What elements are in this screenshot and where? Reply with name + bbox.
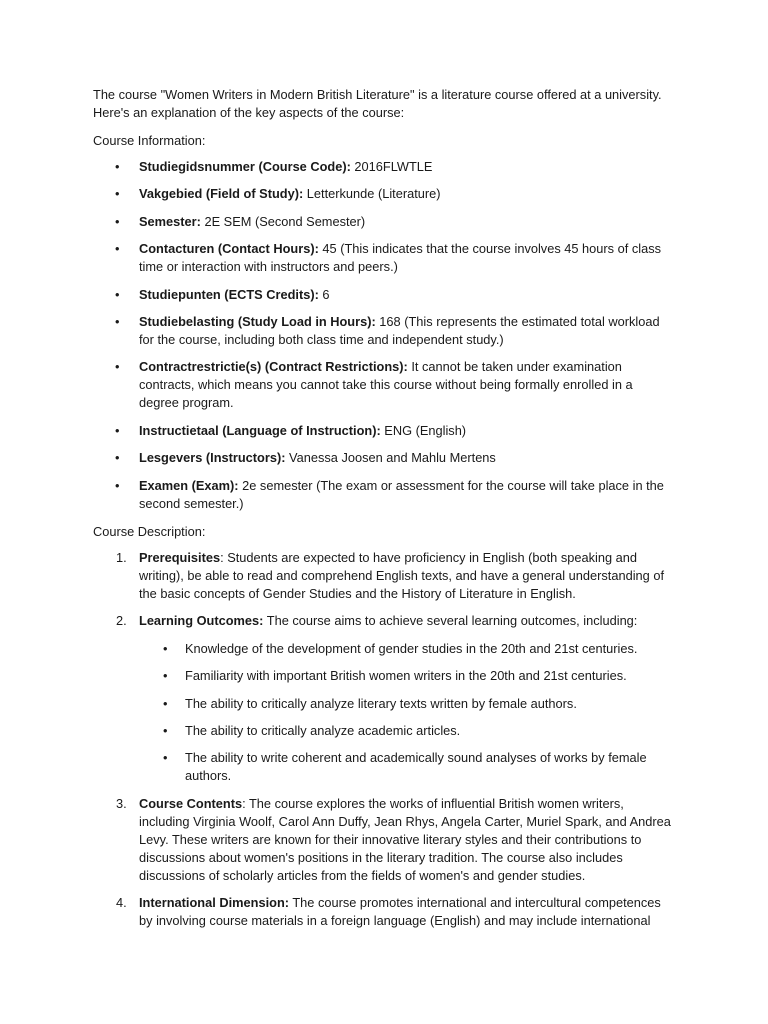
item-number: 1. [116, 549, 127, 565]
course-description-heading: Course Description: [93, 523, 206, 539]
list-item: 4. International Dimension: The course promotes international and intercultural competences by involving course materials in a foreign language (English) and may include international [116, 895, 661, 929]
item-number: 4. [116, 895, 127, 911]
course-information-list [93, 158, 676, 513]
list-item: • Semester: 2E SEM (Second Semester) [93, 213, 676, 231]
list-item: • Studiebelasting (Study Load in Hours): 168 (This represents the estimated total workload for the course, including both class time and independent study.) [93, 313, 676, 349]
list-item: • Familiarity with important British women writers in the 20th and 21st centuries. [139, 667, 676, 685]
list-item: • Studiegidsnummer (Course Code): 2016FLWTLE [93, 158, 676, 176]
learning-outcomes-list [139, 640, 676, 786]
list-item: • Vakgebied (Field of Study): Letterkunde (Literature) [93, 185, 676, 203]
intro-paragraph: The course "Women Writers in Modern British Literature" is a literature course offered at a university. Here's an explanation of the key aspects of the course: [93, 87, 662, 120]
list-item: 3. Course Contents: The course explores the works of influential British women writers, including Virginia Woolf, Carol Ann Duffy, Jean Rhys, Angela Carter, Muriel Spark, and Andrea Levy. These writers are known for their innovative literary styles and their contributions to discussions about women's positions in the literary tradition. The course also includes discussions of scholarly articles from the fields of women's and gender studies. [116, 795, 671, 883]
list-item: • Knowledge of the development of gender studies in the 20th and 21st centuries. [139, 640, 676, 658]
course-description-list [93, 549, 676, 931]
course-information-heading: Course Information: [93, 133, 206, 148]
list-item: • Lesgevers (Instructors): Vanessa Joosen and Mahlu Mertens [93, 449, 676, 467]
list-item: • The ability to critically analyze academic articles. [139, 722, 676, 740]
list-item: • Contractrestrictie(s) (Contract Restrictions): It cannot be taken under examination contracts, which means you cannot take this course without being formally enrolled in a degree program. [93, 358, 676, 412]
list-item: 1. Prerequisites: Students are expected to have proficiency in English (both speaking and writing), be able to read and comprehend English texts, and have a general understanding of the basic concepts of Gender Studies and the History of Literature in English. [116, 549, 665, 601]
list-item: • Examen (Exam): 2e semester (The exam or assessment for the course will take place in the second semester.) [93, 477, 676, 513]
item-number: 3. [116, 795, 127, 811]
item-number: 2. [116, 612, 127, 628]
list-item: • Contacturen (Contact Hours): 45 (This indicates that the course involves 45 hours of class time or interaction with instructors and peers.) [93, 240, 676, 276]
list-item: • The ability to write coherent and academically sound analyses of works by female authors. [139, 749, 676, 785]
list-item: 2. Learning Outcomes: The course aims to achieve several learning outcomes, including: • Knowledge of the development of gender studies in the 20th and 21st centuries. • Familiarity with important British women writers in the 20th and 21st centuries. • The ability to critically analyze literary texts written by female authors. • The ability to critically analyze academic articles. • The ability to write coherent and academically sound analyses of works by female authors. [93, 612, 676, 786]
list-item: • Instructietaal (Language of Instruction): ENG (English) [93, 422, 676, 440]
list-item: • Studiepunten (ECTS Credits): 6 [93, 286, 676, 304]
list-item: • The ability to critically analyze literary texts written by female authors. [139, 695, 676, 713]
